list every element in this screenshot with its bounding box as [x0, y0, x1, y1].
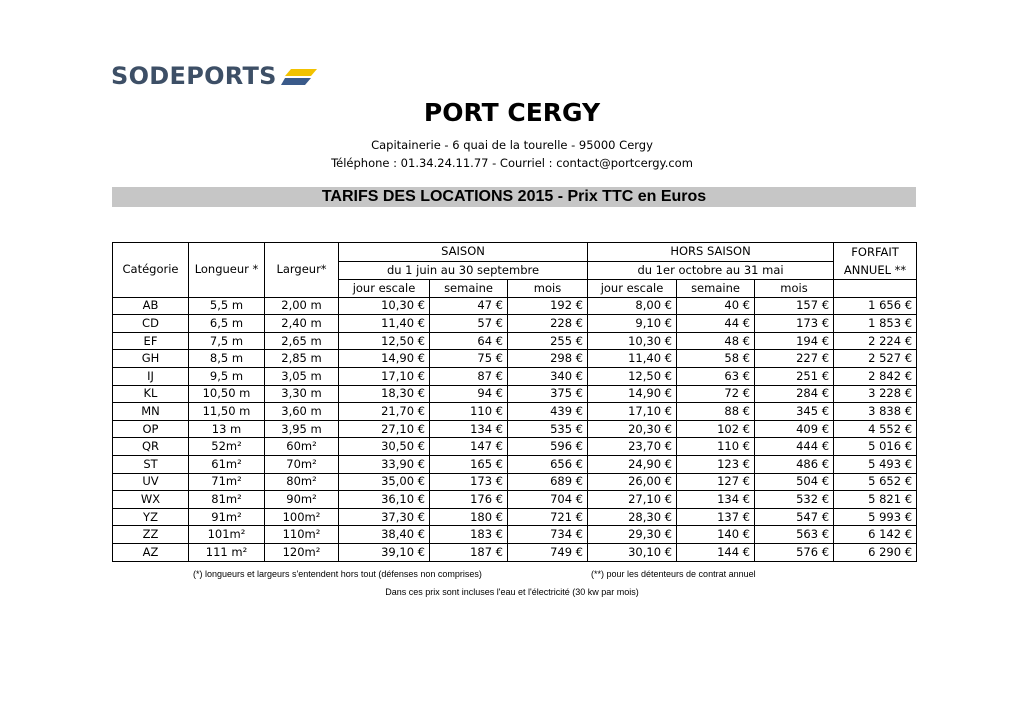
tariff-band-title: TARIFS DES LOCATIONS 2015 - Prix TTC en Euros — [112, 187, 916, 207]
table-cell: 40 € — [677, 297, 755, 315]
table-cell: 5 993 € — [834, 508, 917, 526]
table-cell: 721 € — [508, 508, 588, 526]
table-cell: 173 € — [755, 315, 834, 333]
table-cell: 165 € — [430, 455, 508, 473]
table-cell: 157 € — [755, 297, 834, 315]
table-cell: 187 € — [430, 543, 508, 561]
table-cell: UV — [113, 473, 189, 491]
table-cell: 194 € — [755, 332, 834, 350]
table-cell: 596 € — [508, 438, 588, 456]
table-cell: 3,95 m — [265, 420, 339, 438]
header-hors-saison: HORS SAISON — [588, 243, 834, 262]
table-cell: 228 € — [508, 315, 588, 333]
table-cell: 90m² — [265, 491, 339, 509]
table-cell: 183 € — [430, 526, 508, 544]
table-cell: 39,10 € — [339, 543, 430, 561]
table-cell: 27,10 € — [588, 491, 677, 509]
table-cell: 37,30 € — [339, 508, 430, 526]
table-cell: 28,30 € — [588, 508, 677, 526]
table-cell: KL — [113, 385, 189, 403]
table-cell: 134 € — [430, 420, 508, 438]
table-cell: 61m² — [189, 455, 265, 473]
table-cell: 48 € — [677, 332, 755, 350]
table-cell: 94 € — [430, 385, 508, 403]
table-cell: WX — [113, 491, 189, 509]
table-cell: 24,90 € — [588, 455, 677, 473]
table-cell: 71m² — [189, 473, 265, 491]
table-cell: QR — [113, 438, 189, 456]
table-cell: 91m² — [189, 508, 265, 526]
table-cell: 60m² — [265, 438, 339, 456]
header-saison-period: du 1 juin au 30 septembre — [339, 261, 588, 280]
table-cell: 7,5 m — [189, 332, 265, 350]
table-cell: 23,70 € — [588, 438, 677, 456]
table-cell: 176 € — [430, 491, 508, 509]
table-cell: IJ — [113, 367, 189, 385]
table-cell: 375 € — [508, 385, 588, 403]
table-cell: 2,40 m — [265, 315, 339, 333]
table-cell: 6 290 € — [834, 543, 917, 561]
table-cell: 75 € — [430, 350, 508, 368]
table-cell: 88 € — [677, 403, 755, 421]
table-cell: 535 € — [508, 420, 588, 438]
table-cell: 3 228 € — [834, 385, 917, 403]
table-row — [113, 508, 917, 526]
table-cell: 173 € — [430, 473, 508, 491]
table-cell: 734 € — [508, 526, 588, 544]
table-cell: 147 € — [430, 438, 508, 456]
sodeports-logo — [111, 62, 317, 90]
table-cell: 4 552 € — [834, 420, 917, 438]
table-cell: 10,30 € — [588, 332, 677, 350]
table-cell: 2 224 € — [834, 332, 917, 350]
table-cell: 5 821 € — [834, 491, 917, 509]
table-cell: 5 493 € — [834, 455, 917, 473]
table-cell: 5 652 € — [834, 473, 917, 491]
table-cell: 9,5 m — [189, 367, 265, 385]
table-cell: 29,30 € — [588, 526, 677, 544]
table-cell: 101m² — [189, 526, 265, 544]
table-cell: 284 € — [755, 385, 834, 403]
table-cell: 70m² — [265, 455, 339, 473]
page-title: PORT CERGY — [423, 98, 601, 127]
contact-line: Téléphone : 01.34.24.11.77 - Courriel : contact@portcergy.com — [331, 156, 693, 170]
table-cell: 9,10 € — [588, 315, 677, 333]
table-cell: 58 € — [677, 350, 755, 368]
header-longueur: Longueur * — [189, 243, 265, 298]
table-row — [113, 315, 917, 333]
table-cell: 21,70 € — [339, 403, 430, 421]
table-cell: 5 016 € — [834, 438, 917, 456]
table-cell: 439 € — [508, 403, 588, 421]
table-row — [113, 491, 917, 509]
table-cell: 44 € — [677, 315, 755, 333]
table-cell: 2,65 m — [265, 332, 339, 350]
table-cell: 704 € — [508, 491, 588, 509]
table-cell: 110 € — [677, 438, 755, 456]
table-cell: 63 € — [677, 367, 755, 385]
table-cell: 36,10 € — [339, 491, 430, 509]
table-cell: MN — [113, 403, 189, 421]
header-hors-mois: mois — [755, 280, 834, 298]
table-row — [113, 367, 917, 385]
table-cell: 120m² — [265, 543, 339, 561]
table-cell: 532 € — [755, 491, 834, 509]
table-cell: AZ — [113, 543, 189, 561]
table-cell: 6,5 m — [189, 315, 265, 333]
table-cell: 255 € — [508, 332, 588, 350]
logo-text: SODEPORTS — [111, 62, 277, 90]
table-cell: 17,10 € — [339, 367, 430, 385]
sodeports-wave-icon — [281, 65, 317, 87]
table-cell: 35,00 € — [339, 473, 430, 491]
table-cell: 52m² — [189, 438, 265, 456]
table-cell: 87 € — [430, 367, 508, 385]
table-cell: 504 € — [755, 473, 834, 491]
table-cell: 10,30 € — [339, 297, 430, 315]
table-cell: 251 € — [755, 367, 834, 385]
table-cell: 340 € — [508, 367, 588, 385]
table-cell: 180 € — [430, 508, 508, 526]
table-cell: 80m² — [265, 473, 339, 491]
table-cell: 3,05 m — [265, 367, 339, 385]
table-row — [113, 332, 917, 350]
table-cell: 57 € — [430, 315, 508, 333]
table-cell: 656 € — [508, 455, 588, 473]
table-row — [113, 543, 917, 561]
table-cell: 11,40 € — [588, 350, 677, 368]
table-cell: 227 € — [755, 350, 834, 368]
table-cell: 30,10 € — [588, 543, 677, 561]
table-cell: 749 € — [508, 543, 588, 561]
table-cell: 8,5 m — [189, 350, 265, 368]
header-forfait-blank — [834, 280, 917, 298]
table-cell: 547 € — [755, 508, 834, 526]
header-saison-jour: jour escale — [339, 280, 430, 298]
table-cell: CD — [113, 315, 189, 333]
table-cell: OP — [113, 420, 189, 438]
table-cell: 5,5 m — [189, 297, 265, 315]
table-cell: 102 € — [677, 420, 755, 438]
note-forfait: (**) pour les détenteurs de contrat annuel — [591, 569, 756, 579]
table-cell: 2 527 € — [834, 350, 917, 368]
table-cell: 111 m² — [189, 543, 265, 561]
table-row — [113, 350, 917, 368]
table-cell: 576 € — [755, 543, 834, 561]
table-cell: 110m² — [265, 526, 339, 544]
table-cell: 8,00 € — [588, 297, 677, 315]
table-cell: 409 € — [755, 420, 834, 438]
table-cell: 6 142 € — [834, 526, 917, 544]
table-cell: 38,40 € — [339, 526, 430, 544]
table-cell: GH — [113, 350, 189, 368]
table-cell: 444 € — [755, 438, 834, 456]
table-row — [113, 385, 917, 403]
header-hors-jour: jour escale — [588, 280, 677, 298]
table-cell: 3,30 m — [265, 385, 339, 403]
table-cell: 3 838 € — [834, 403, 917, 421]
table-cell: 11,50 m — [189, 403, 265, 421]
table-cell: 26,00 € — [588, 473, 677, 491]
table-cell: YZ — [113, 508, 189, 526]
header-saison-semaine: semaine — [430, 280, 508, 298]
table-cell: 110 € — [430, 403, 508, 421]
table-cell: 123 € — [677, 455, 755, 473]
table-cell: 192 € — [508, 297, 588, 315]
table-cell: 2 842 € — [834, 367, 917, 385]
table-cell: ZZ — [113, 526, 189, 544]
header-forfait: FORFAIT ANNUEL ** — [834, 243, 917, 280]
table-cell: 81m² — [189, 491, 265, 509]
header-saison-mois: mois — [508, 280, 588, 298]
header-categorie: Catégorie — [113, 243, 189, 298]
header-hors-saison-period: du 1er octobre au 31 mai — [588, 261, 834, 280]
table-cell: 11,40 € — [339, 315, 430, 333]
table-cell: 100m² — [265, 508, 339, 526]
table-cell: 134 € — [677, 491, 755, 509]
table-cell: 345 € — [755, 403, 834, 421]
table-row — [113, 403, 917, 421]
table-cell: 12,50 € — [588, 367, 677, 385]
table-cell: 30,50 € — [339, 438, 430, 456]
table-cell: EF — [113, 332, 189, 350]
table-cell: ST — [113, 455, 189, 473]
address-line: Capitainerie - 6 quai de la tourelle - 95000 Cergy — [371, 138, 653, 152]
table-cell: 3,60 m — [265, 403, 339, 421]
table-cell: 14,90 € — [588, 385, 677, 403]
table-cell: 298 € — [508, 350, 588, 368]
table-cell: 18,30 € — [339, 385, 430, 403]
table-cell: AB — [113, 297, 189, 315]
table-cell: 144 € — [677, 543, 755, 561]
table-cell: 64 € — [430, 332, 508, 350]
table-cell: 137 € — [677, 508, 755, 526]
header-saison: SAISON — [339, 243, 588, 262]
table-row — [113, 420, 917, 438]
table-cell: 13 m — [189, 420, 265, 438]
table-cell: 1 853 € — [834, 315, 917, 333]
table-cell: 127 € — [677, 473, 755, 491]
table-cell: 72 € — [677, 385, 755, 403]
table-cell: 17,10 € — [588, 403, 677, 421]
table-cell: 2,85 m — [265, 350, 339, 368]
table-cell: 2,00 m — [265, 297, 339, 315]
table-cell: 14,90 € — [339, 350, 430, 368]
header-largeur: Largeur* — [265, 243, 339, 298]
table-cell: 1 656 € — [834, 297, 917, 315]
table-cell: 486 € — [755, 455, 834, 473]
table-row — [113, 438, 917, 456]
note-dimensions: (*) longueurs et largeurs s'entendent hors tout (défenses non comprises) — [193, 569, 482, 579]
table-row — [113, 526, 917, 544]
table-row — [113, 473, 917, 491]
tariff-table — [112, 242, 917, 562]
table-cell: 563 € — [755, 526, 834, 544]
table-cell: 140 € — [677, 526, 755, 544]
note-included: Dans ces prix sont incluses l'eau et l'électricité (30 kw par mois) — [385, 587, 639, 597]
table-row — [113, 297, 917, 315]
table-cell: 47 € — [430, 297, 508, 315]
table-cell: 12,50 € — [339, 332, 430, 350]
header-hors-semaine: semaine — [677, 280, 755, 298]
table-cell: 689 € — [508, 473, 588, 491]
table-cell: 10,50 m — [189, 385, 265, 403]
table-row — [113, 455, 917, 473]
table-cell: 20,30 € — [588, 420, 677, 438]
table-cell: 33,90 € — [339, 455, 430, 473]
table-cell: 27,10 € — [339, 420, 430, 438]
